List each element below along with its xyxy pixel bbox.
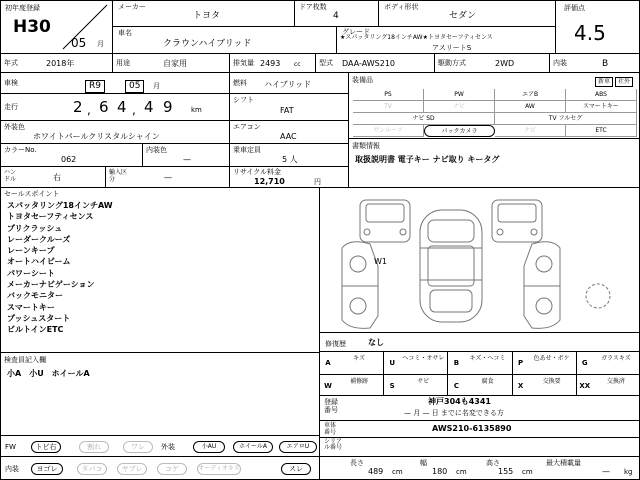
odo-digit: 9 — [163, 98, 173, 116]
import-cell — [105, 166, 230, 188]
color-label: 外装色 — [4, 123, 25, 131]
inspect-label: 車検 — [4, 79, 18, 87]
sales-item: パワーシート — [7, 268, 55, 278]
sales-item: レーンキープ — [7, 246, 55, 256]
code-key: B — [453, 359, 460, 367]
int-item: オーディオキズ — [197, 463, 241, 475]
car-name-label: 車名 — [118, 29, 132, 37]
fuel-label: 燃料 — [233, 79, 247, 87]
reg-month: 05 — [71, 36, 87, 50]
height-label: 高さ — [486, 459, 500, 467]
import-value: — — [164, 173, 172, 182]
int-item: スレ — [281, 463, 311, 475]
equipment-item: TV — [353, 101, 424, 113]
body-value: セダン — [449, 11, 477, 21]
shift-label: シフト — [233, 96, 254, 104]
code-cell — [384, 351, 448, 374]
sales-item: トヨタセーフティセンス — [7, 212, 94, 222]
score-cell — [555, 0, 640, 54]
fuel-value: ハイブリッド — [264, 80, 312, 89]
use-cell — [112, 53, 230, 73]
drive-value: 2WD — [495, 59, 515, 68]
maker-value: トヨタ — [193, 11, 221, 21]
type-label: 型式 — [319, 59, 333, 67]
disp-label: 排気量 — [233, 59, 254, 67]
registration-box — [319, 395, 640, 421]
code-value: 交換要 — [542, 378, 561, 385]
equipment-box — [348, 72, 640, 139]
equipment-label: 装備品 — [352, 76, 373, 84]
code-cell — [320, 374, 384, 396]
ext-label: 外装 — [161, 443, 175, 451]
colorno-label: カラーNo. — [4, 146, 37, 154]
load-value: — — [602, 467, 610, 476]
odo-comma: , — [132, 103, 136, 117]
car-name-cell — [112, 26, 337, 54]
colorno-cell — [0, 143, 143, 167]
equipment-item: ナビ SD — [353, 113, 495, 125]
equipment-item: TV フルセグ — [495, 113, 637, 125]
capacity-value: 5 人 — [282, 155, 298, 164]
aircon-value: AAC — [280, 132, 297, 141]
width-label: 幅 — [420, 459, 427, 467]
code-key: A — [325, 359, 331, 367]
sales-item: レーダークルーズ — [7, 234, 71, 244]
year-value: 2018年 — [46, 59, 75, 68]
colorno-value: 062 — [61, 155, 77, 164]
reg-label: 初年度登録 — [5, 4, 40, 12]
code-key: C — [453, 382, 459, 390]
code-value: ヘコミ・オサレ — [402, 355, 445, 362]
code-key: X — [517, 382, 524, 390]
sales-box — [0, 187, 320, 353]
inspection-label: 検査員記入欄 — [4, 356, 46, 364]
int-row — [0, 456, 320, 480]
interior-label: 内装 — [553, 59, 567, 67]
int-item: ヤブレ — [117, 463, 147, 475]
handle-label: ハンドル — [4, 169, 17, 183]
car-name-value: クラウンハイブリッド — [163, 39, 252, 49]
code-cell — [448, 374, 512, 396]
code-cell — [320, 351, 384, 374]
equipment-item: PS — [353, 89, 424, 101]
score-label: 評価点 — [564, 4, 585, 12]
shift-cell — [229, 93, 349, 121]
interior-value: B — [602, 59, 609, 69]
code-value: キズ — [353, 355, 366, 362]
equipment-item: ナビ — [495, 125, 566, 137]
body-cell — [378, 0, 556, 27]
sales-list — [7, 200, 113, 336]
recycle-unit: 円 — [314, 178, 321, 186]
repair-value: なし — [368, 338, 384, 347]
maker-label: メーカー — [118, 3, 146, 11]
registration-label: 登録番号 — [324, 398, 338, 414]
damage-mark: W1 — [374, 257, 387, 266]
drive-cell — [434, 53, 550, 73]
reg-cell — [0, 0, 113, 54]
sales-item: バックモニター — [7, 291, 63, 301]
equipment-item: サンルーフ — [353, 125, 424, 137]
intcolor-label: 内装色 — [146, 146, 167, 154]
score-value: 4.5 — [574, 21, 606, 45]
equipment-item: ETC — [566, 125, 637, 137]
plate-value: 神戸304も4341 — [428, 397, 491, 406]
registration-deadline: — 月 — 日 までに名変できる方 — [404, 409, 504, 417]
code-value: キズ・ヘコミ — [469, 355, 506, 362]
inspect-era: R9 — [85, 80, 105, 93]
equipment-item: スマートキー — [566, 101, 637, 113]
doors-cell — [294, 0, 379, 27]
code-value: サビ — [417, 378, 430, 385]
height-value: 155 — [498, 467, 514, 476]
load-unit: kg — [624, 468, 633, 476]
fw-row — [0, 435, 320, 457]
inspect-month: 05 — [125, 80, 144, 93]
grade-note: ★スパッタリング18インチAW★トヨタセーフティセンス — [340, 34, 493, 41]
equipment-item: ABS — [566, 89, 637, 101]
odo-comma: , — [87, 103, 91, 117]
equipment-item: AW — [495, 101, 566, 113]
color-cell — [0, 120, 230, 144]
use-value: 自家用 — [163, 59, 187, 68]
grade-value: アスリートS — [432, 44, 472, 52]
equipment-item: PW — [424, 89, 495, 101]
docs-text: 取扱説明書 電子キー ナビ取り キータグ — [355, 155, 500, 164]
badge-new: 新車 — [595, 77, 613, 87]
inspection-box — [0, 352, 320, 436]
intcolor-cell — [142, 143, 230, 167]
fuel-cell — [229, 72, 349, 94]
grade-label: グレード — [342, 28, 370, 36]
serial-box — [319, 437, 640, 457]
year-label: 年式 — [4, 59, 18, 67]
fw-item: トビ右 — [31, 441, 61, 453]
inspection-text: 小A 小U ホイールA — [7, 369, 90, 378]
intcolor-value: — — [183, 155, 191, 164]
sales-item: ビルトインETC — [7, 325, 64, 335]
car-diagram — [319, 187, 640, 333]
equipment-grid — [353, 89, 637, 137]
fw-item: 割れ — [79, 441, 109, 453]
fw-item: ワレ — [123, 441, 153, 453]
int-item: タバコ — [77, 463, 107, 475]
int-item: コゲ — [157, 463, 187, 475]
month-unit: 月 — [97, 40, 104, 48]
shift-value: FAT — [280, 106, 294, 115]
int-item: ヨゴレ — [31, 463, 63, 475]
code-cell — [448, 351, 512, 374]
frame-box — [319, 420, 640, 438]
width-unit: cm — [456, 468, 467, 476]
length-label: 長さ — [350, 459, 364, 467]
odo-digit: 4 — [117, 98, 127, 116]
fw-label: FW — [5, 443, 16, 451]
capacity-label: 乗車定員 — [233, 146, 261, 154]
code-key: W — [324, 382, 332, 390]
code-value: 色あせ・ボケ — [533, 355, 570, 362]
width-value: 180 — [432, 467, 448, 476]
ext-item: ホイールA — [233, 441, 273, 453]
equipment-item: エアB — [495, 89, 566, 101]
badge-aftermarket: 社外 — [615, 77, 633, 87]
equipment-item: ナビ — [424, 101, 495, 113]
car-outline — [320, 188, 640, 333]
serial-label: シリアル番号 — [324, 438, 343, 451]
frame-label: 車体番号 — [324, 422, 337, 436]
int-label: 内装 — [5, 465, 19, 473]
sales-item: メーカーナビゲーション — [7, 280, 95, 290]
capacity-cell — [229, 143, 349, 167]
type-value: DAA-AWS210 — [342, 59, 396, 68]
recycle-value: 12,710 — [254, 177, 285, 186]
odo-cell — [0, 93, 230, 121]
body-label: ボディ形状 — [384, 3, 419, 11]
odo-digit: 4 — [144, 98, 154, 116]
sales-item: オートハイビーム — [7, 257, 71, 267]
odo-digit: 2 — [73, 98, 83, 116]
grade-cell — [336, 26, 556, 54]
code-key: XX — [579, 382, 591, 390]
slash-line — [1, 1, 113, 54]
code-grid — [320, 351, 640, 396]
dims-row — [319, 456, 640, 480]
load-label: 最大積載量 — [546, 459, 581, 467]
ext-item: 小AU — [193, 441, 225, 453]
sales-item: スマートキー — [7, 302, 55, 312]
reg-year: H30 — [13, 17, 51, 37]
handle-cell — [0, 166, 106, 188]
height-unit: cm — [522, 468, 533, 476]
equipment-item: パックカメラ — [424, 125, 495, 137]
disp-unit: cc — [294, 61, 301, 68]
inspect-unit: 月 — [153, 82, 160, 90]
inspect-cell — [0, 72, 230, 94]
interior-cell — [549, 53, 640, 73]
use-label: 用途 — [116, 59, 130, 67]
year-cell — [0, 53, 113, 73]
code-cell — [577, 351, 640, 374]
recycle-label: リサイクル料金 — [233, 168, 282, 176]
aircon-cell — [229, 120, 349, 144]
repair-label: 修復歴 — [325, 340, 346, 348]
code-cell — [384, 374, 448, 396]
disp-cell — [229, 53, 316, 73]
handle-value: 右 — [53, 173, 61, 182]
ext-item: エアロU — [279, 441, 317, 453]
doors-value: 4 — [333, 11, 339, 21]
code-value: ガラスキズ — [601, 355, 631, 362]
code-cell — [513, 374, 577, 396]
sales-item: プッシュスタート — [7, 313, 71, 323]
code-cell — [513, 351, 577, 374]
doors-label: ドア枚数 — [299, 3, 327, 11]
docs-label: 書類情報 — [352, 142, 380, 150]
repair-box — [319, 332, 640, 396]
disp-value: 2493 — [260, 59, 281, 68]
frame-value: AWS210-6135890 — [432, 424, 512, 433]
code-cell — [577, 374, 640, 396]
code-key: P — [518, 359, 524, 367]
odo-digit: 6 — [99, 98, 109, 116]
code-key: G — [581, 359, 588, 367]
odo-unit: km — [191, 106, 202, 114]
code-value: 補修跡 — [350, 378, 369, 385]
type-cell — [315, 53, 435, 73]
color-value: ホワイトパールクリスタルシャイン — [33, 132, 160, 141]
code-key: S — [389, 382, 395, 390]
length-value: 489 — [368, 467, 384, 476]
recycle-cell — [229, 166, 349, 188]
docs-box — [348, 138, 640, 188]
import-label: 輸入区分 — [109, 169, 128, 183]
sales-label: セールスポイント — [4, 190, 60, 198]
code-value: 交換済 — [606, 378, 625, 385]
drive-label: 駆動方式 — [438, 59, 466, 67]
length-unit: cm — [392, 468, 403, 476]
sales-item: スパッタリング18インチAW — [7, 201, 113, 210]
code-key: U — [389, 359, 396, 367]
maker-cell — [112, 0, 295, 27]
sales-item: プリクラッシュ — [7, 223, 63, 233]
aircon-label: エアコン — [233, 123, 261, 131]
code-value: 腐食 — [481, 378, 494, 385]
odo-label: 走行 — [4, 103, 18, 111]
